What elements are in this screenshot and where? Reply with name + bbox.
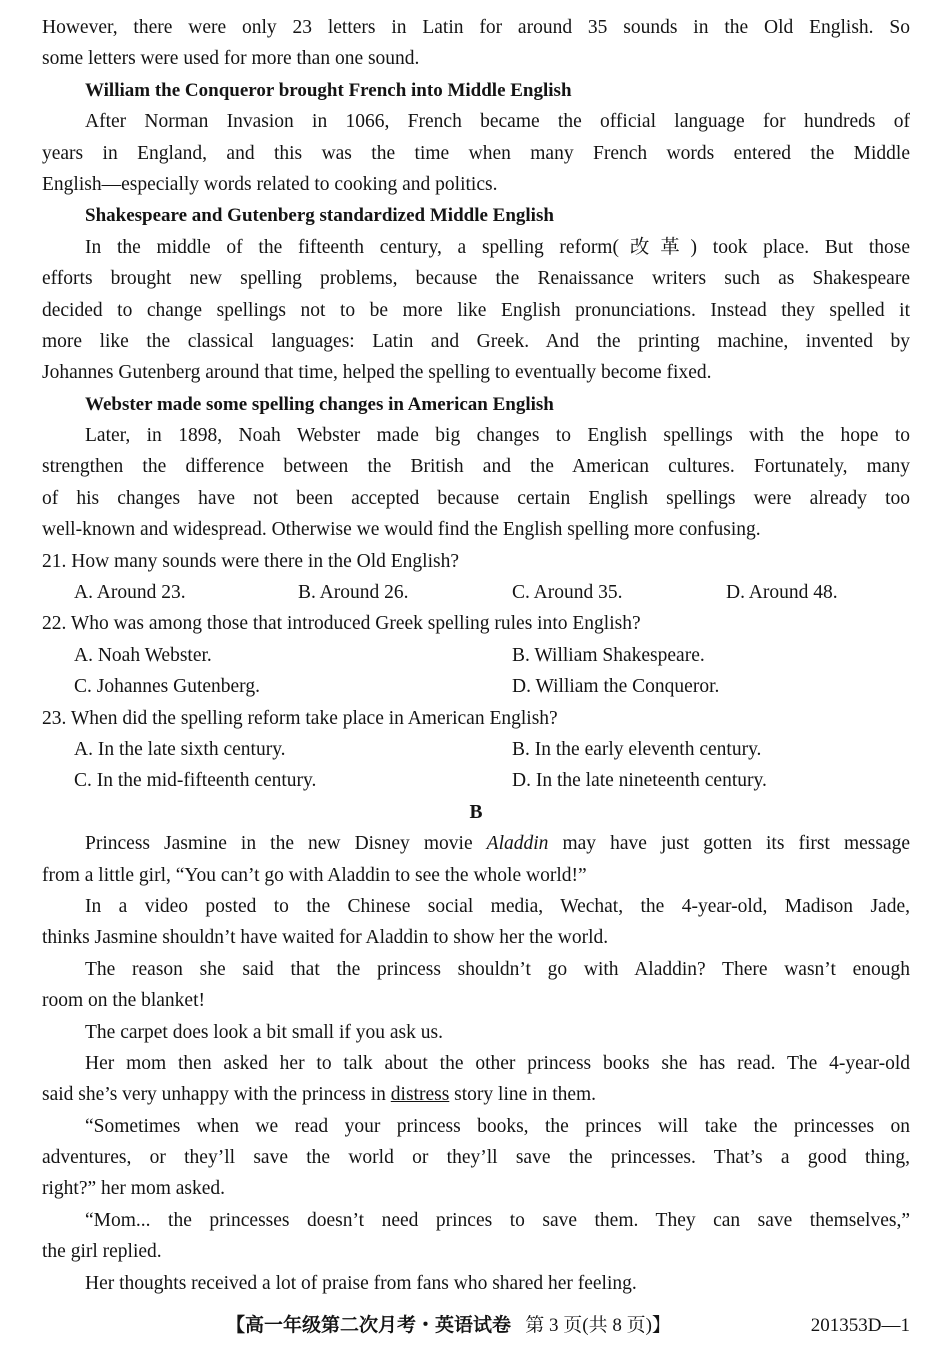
text-line: more like the classical languages: Latin and Greek. And the printing machine, invented by — [42, 330, 910, 352]
question-22-options-row2 — [42, 671, 910, 702]
text-line: In a video posted to the Chinese social media, Wechat, the 4-year-old, Madison Jade, — [85, 895, 910, 917]
text-line: “Sometimes when we read your princess books, the princes will take the princesses on — [85, 1115, 910, 1137]
option-b: B. Around 26. — [298, 582, 409, 604]
option-c: C. Johannes Gutenberg. — [74, 676, 260, 698]
text-fragment: said she’s very unhappy with the princess in — [42, 1084, 391, 1106]
option-c: C. Around 35. — [512, 582, 623, 604]
page-number: 第 3 页(共 8 页)】 — [525, 1315, 671, 1336]
option-b: B. William Shakespeare. — [512, 644, 705, 666]
text-line: well-known and widespread. Otherwise we would find the English spelling more confusing. — [42, 519, 761, 541]
exam-code: 201353D—1 — [810, 1315, 910, 1336]
text-line: Johannes Gutenberg around that time, helped the spelling to eventually become fixed. — [42, 362, 712, 384]
text-line: efforts brought new spelling problems, because the Renaissance writers such as Shakespeare — [42, 268, 910, 290]
question-22-options-row1 — [42, 640, 910, 671]
exam-title: 【高一年级第二次月考・英语试卷 — [226, 1315, 512, 1336]
text-line: “Mom... the princesses doesn’t need princes to save them. They can save themselves,” — [85, 1209, 910, 1231]
option-a: A. In the late sixth century. — [74, 738, 286, 760]
text-line: of his changes have not been accepted because certain English spellings were already too — [42, 487, 910, 509]
text-line: decided to change spellings not to be more like English pronunciations. Instead they spelled it — [42, 299, 910, 321]
option-a: A. Around 23. — [74, 582, 186, 604]
section-heading: William the Conqueror brought French into Middle English — [85, 79, 572, 101]
question-23-stem: 23. When did the spelling reform take place in American English? — [42, 707, 558, 729]
text-line: years in England, and this was the time when many French words entered the Middle — [42, 142, 910, 164]
text-line: right?” her mom asked. — [42, 1178, 226, 1200]
text-line: thinks Jasmine shouldn’t have waited for Aladdin to show her the world. — [42, 927, 609, 949]
text-line — [42, 828, 910, 859]
option-a: A. Noah Webster. — [74, 644, 212, 666]
passage-b-label: B — [469, 801, 483, 823]
text-line: The reason she said that the princess shouldn’t go with Aladdin? There wasn’t enough — [85, 958, 910, 980]
question-21-options — [42, 577, 910, 608]
option-d: D. Around 48. — [726, 582, 838, 604]
option-c: C. In the mid-fifteenth century. — [74, 770, 317, 792]
text-line: In the middle of the fifteenth century, a spelling reform(改革) took place. But those — [85, 236, 910, 258]
option-b: B. In the early eleventh century. — [512, 738, 762, 760]
exam-page — [42, 12, 910, 1299]
movie-title: Aladdin — [486, 833, 549, 855]
question-22-stem: 22. Who was among those that introduced Greek spelling rules into English? — [42, 613, 641, 635]
question-21-stem: 21. How many sounds were there in the Old English? — [42, 550, 460, 572]
underlined-word: distress — [390, 1084, 450, 1106]
text-fragment: may have just gotten its first message — [548, 833, 910, 855]
text-line: some letters were used for more than one sound. — [42, 48, 420, 70]
footer-title — [226, 1310, 671, 1342]
text-line: Her thoughts received a lot of praise from fans who shared her feeling. — [85, 1272, 637, 1294]
text-line: adventures, or they’ll save the world or they’ll save the princesses. That’s a good thing, — [42, 1147, 910, 1169]
question-23-options-row1 — [42, 734, 910, 765]
option-d: D. William the Conqueror. — [512, 676, 720, 698]
text-line: After Norman Invasion in 1066, French became the official language for hundreds of — [85, 111, 910, 133]
text-line: Her mom then asked her to talk about the other princess books she has read. The 4-year-old — [85, 1052, 910, 1074]
text-line: room on the blanket! — [42, 990, 205, 1012]
section-heading: Shakespeare and Gutenberg standardized Middle English — [85, 205, 554, 227]
text-fragment: story line in them. — [449, 1084, 597, 1106]
text-line: The carpet does look a bit small if you ask us. — [85, 1021, 443, 1043]
question-23-options-row2 — [42, 765, 910, 796]
text-line: strengthen the difference between the British and the American cultures. Fortunately, many — [42, 456, 910, 478]
text-line: the girl replied. — [42, 1241, 162, 1263]
text-line: However, there were only 23 letters in Latin for around 35 sounds in the Old English. So — [42, 17, 910, 38]
text-line: from a little girl, “You can’t go with Aladdin to see the whole world!” — [42, 864, 587, 886]
page-footer — [0, 1310, 950, 1342]
section-heading: Webster made some spelling changes in American English — [85, 393, 554, 415]
text-line — [42, 1079, 910, 1110]
text-line: English—especially words related to cooking and politics. — [42, 173, 498, 195]
text-fragment: Princess Jasmine in the new Disney movie — [85, 833, 487, 855]
text-line: Later, in 1898, Noah Webster made big changes to English spellings with the hope to — [85, 425, 910, 447]
option-d: D. In the late nineteenth century. — [512, 770, 767, 792]
